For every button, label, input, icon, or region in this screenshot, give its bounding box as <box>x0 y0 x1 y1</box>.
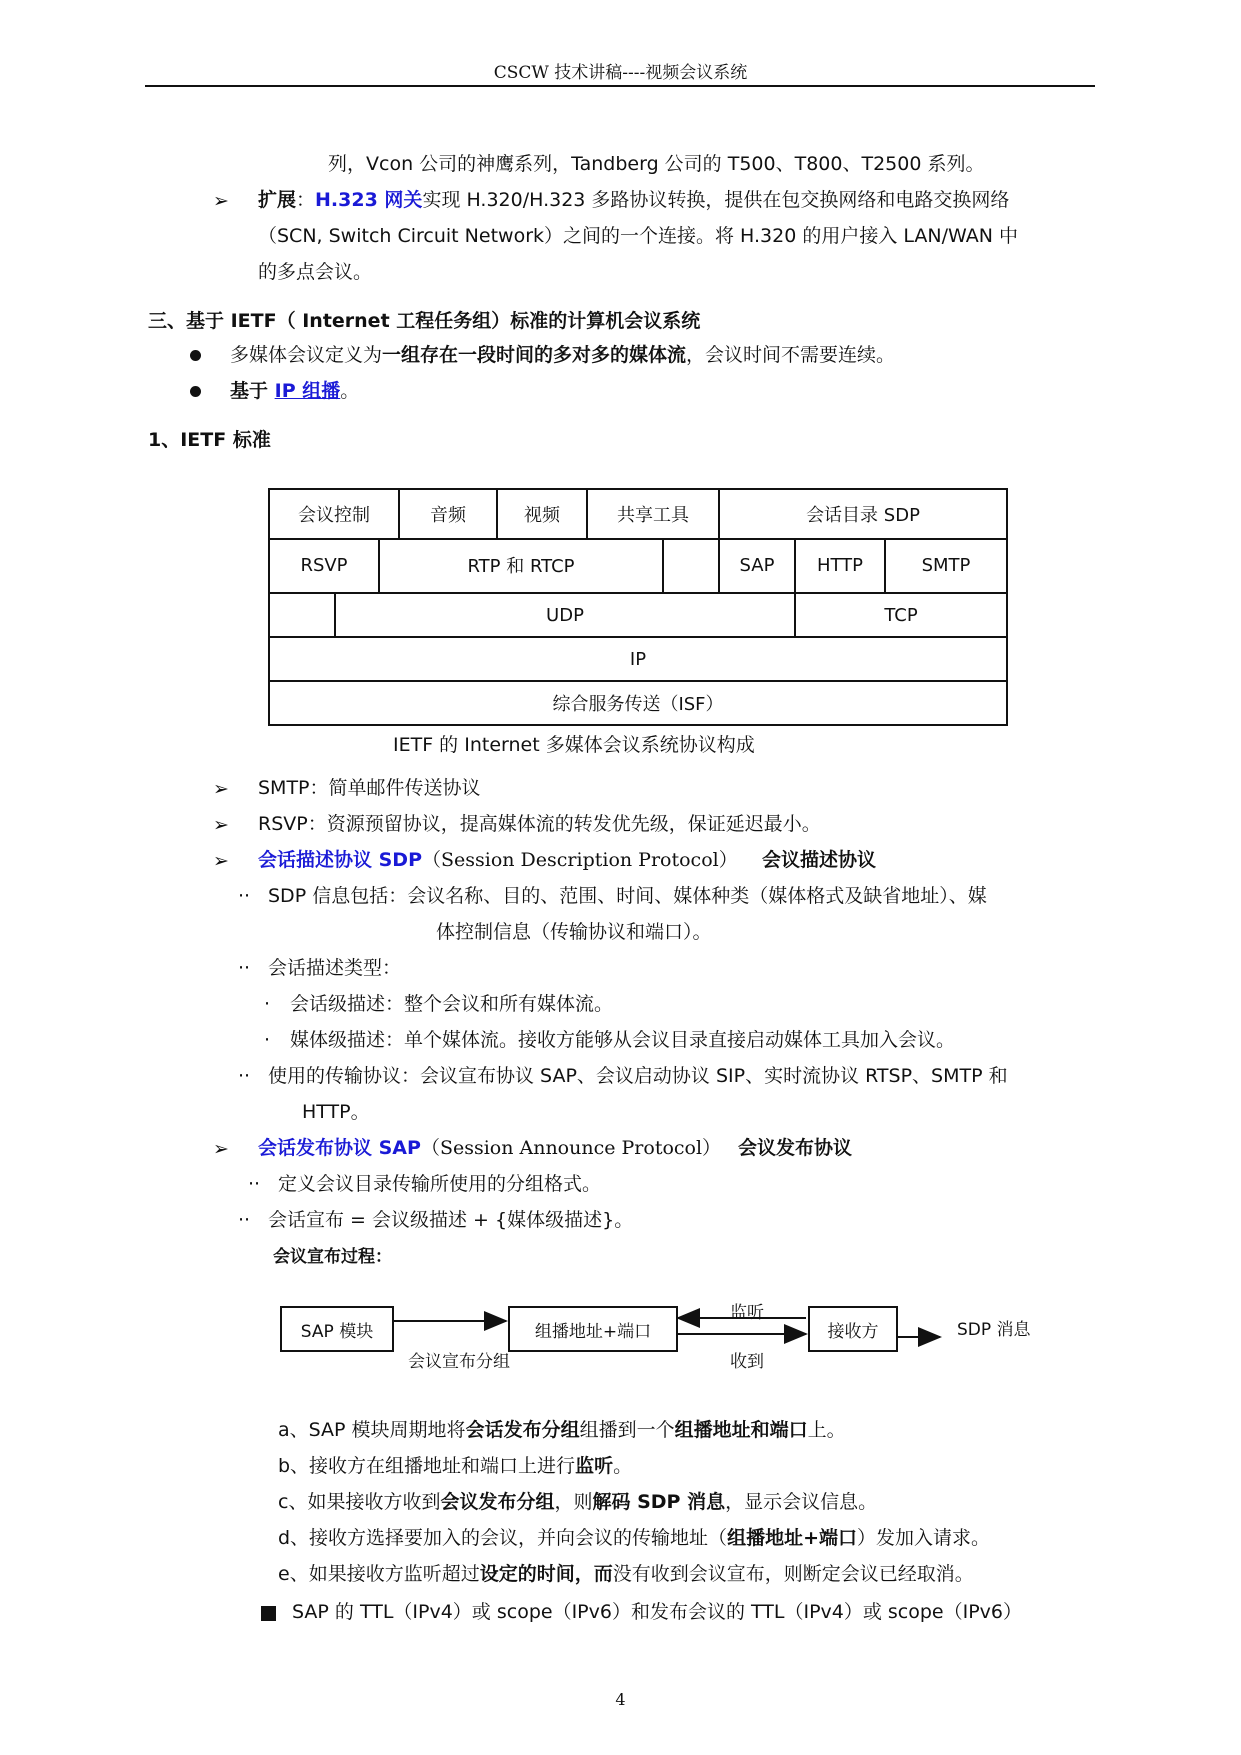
cell-udp: UDP <box>334 592 796 638</box>
text-line: RSVP：资源预留协议，提高媒体流的转发优先级，保证延迟最小。 <box>258 813 821 835</box>
arrow-bullet-icon: ➢ <box>213 814 229 836</box>
sdp-msg-label: SDP 消息 <box>957 1320 1031 1340</box>
sap-title: 会话发布协议 SAP <box>258 1137 421 1159</box>
h323-gateway-link[interactable]: H.323 网关 <box>315 189 423 211</box>
text-line: SDP 信息包括：会议名称、目的、范围、时间、媒体种类（媒体格式及缺省地址）、媒 <box>268 885 987 907</box>
step-a-b1: 会话发布分组 <box>465 1419 580 1441</box>
step-b-b: 监听 <box>575 1455 614 1477</box>
text-line: 的多点会议。 <box>258 261 373 283</box>
cell-smtp: SMTP <box>884 538 1008 594</box>
step-d-pre: d、接收方选择要加入的会议，并向会议的传输地址（ <box>278 1527 728 1549</box>
cell-session-dir-sdp: 会话目录 SDP <box>718 488 1008 540</box>
step-a <box>278 1418 846 1442</box>
ttl-line: SAP 的 TTL（IPv4）或 scope（IPv6）和发布会议的 TTL（IPv4）或 scope（IPv6） <box>292 1601 1023 1623</box>
text-line: 媒体级描述：单个媒体流。接收方能够从会议目录直接启动媒体工具加入会议。 <box>290 1029 956 1051</box>
sdp-cn: 会议描述协议 <box>762 849 877 871</box>
subsection-heading: 1、IETF 标准 <box>148 429 271 451</box>
b1-pre: 多媒体会议定义为 <box>230 344 383 366</box>
page-number: 4 <box>615 1690 626 1709</box>
step-c <box>278 1490 877 1514</box>
step-a-mid: 组播到一个 <box>579 1419 675 1441</box>
b2-post: 。 <box>340 380 360 402</box>
step-e-pre: e、如果接收方监听超过 <box>278 1563 480 1585</box>
step-b <box>278 1454 632 1478</box>
table-caption: IETF 的 Internet 多媒体会议系统协议构成 <box>393 734 755 756</box>
step-b-pre: b、接收方在组播地址和端口上进行 <box>278 1455 576 1477</box>
text-line: （SCN, Switch Circuit Network）之间的一个连接。将 H.320 的用户接入 LAN/WAN 中 <box>258 225 1019 247</box>
cell-rtp-rtcp: RTP 和 RTCP <box>378 538 664 594</box>
dot-bullet: · <box>264 993 271 1015</box>
sap-d2: 会话宣布 = 会议级描述 + {媒体级描述} <box>268 1209 615 1231</box>
sap-module-box: SAP 模块 <box>280 1306 394 1352</box>
arrow-bullet-icon: ➢ <box>213 778 229 800</box>
sap-d2-tail: 。 <box>614 1209 634 1231</box>
section-heading: 三、基于 IETF（ Internet 工程任务组）标准的计算机会议系统 <box>148 310 701 332</box>
text-line: 会话级描述：整个会议和所有媒体流。 <box>290 993 614 1015</box>
text-line: 定义会议目录传输所使用的分组格式。 <box>278 1173 602 1195</box>
dots-bullet: ·· <box>248 1173 261 1195</box>
step-a-post: 上。 <box>807 1419 846 1441</box>
receiver-box: 接收方 <box>808 1306 898 1352</box>
sap-en: （Session Announce Protocol） <box>420 1137 722 1159</box>
step-b-post: 。 <box>613 1455 633 1477</box>
step-c-pre: c、如果接收方收到 <box>278 1491 441 1513</box>
receive-label: 收到 <box>730 1352 764 1372</box>
step-a-pre: a、SAP 模块周期地将 <box>278 1419 466 1441</box>
step-e-post: 没有收到会议宣布，则断定会议已经取消。 <box>612 1563 974 1585</box>
arrow-bullet-icon: ➢ <box>213 1138 229 1160</box>
text-line: 列，Vcon 公司的神鹰系列，Tandberg 公司的 T500、T800、T2500 系列。 <box>328 153 985 175</box>
cell-audio: 音频 <box>398 488 498 540</box>
b2-pre: 基于 <box>230 380 275 402</box>
process-label: 会议宣布过程： <box>273 1247 392 1267</box>
step-d-post: ）发加入请求。 <box>856 1527 990 1549</box>
page-header: CSCW 技术讲稿----视频会议系统 <box>493 63 748 83</box>
step-a-b2: 组播地址和端口 <box>674 1419 808 1441</box>
cell-ip: IP <box>268 636 1008 682</box>
step-c-post: ，显示会议信息。 <box>725 1491 878 1513</box>
cell-tcp: TCP <box>794 592 1008 638</box>
b1-bold: 一组存在一段时间的多对多的媒体流 <box>382 344 687 366</box>
text-line: HTTP。 <box>302 1101 370 1123</box>
text-line: 使用的传输协议：会议宣布协议 SAP、会议启动协议 SIP、实时流协议 RTSP、SMTP 和 <box>268 1065 1008 1087</box>
dot-bullet: · <box>264 1029 271 1051</box>
ext-colon: ： <box>296 189 316 211</box>
step-e <box>278 1562 974 1586</box>
step-c-b2: 解码 SDP 消息 <box>592 1491 726 1513</box>
listen-label: 监听 <box>730 1303 764 1323</box>
ext-label: 扩展 <box>258 189 297 211</box>
b1-post: ，会议时间不需要连续。 <box>686 344 896 366</box>
sdp-title: 会话描述协议 SDP <box>258 849 422 871</box>
cell-shared-tools: 共享工具 <box>586 488 720 540</box>
addr-port-box: 组播地址+端口 <box>508 1306 678 1352</box>
dots-bullet: ·· <box>238 1209 251 1231</box>
dots-bullet: ·· <box>238 1065 251 1087</box>
step-c-b1: 会议发布分组 <box>440 1491 555 1513</box>
sap-cn: 会议发布协议 <box>738 1137 853 1159</box>
cell-isf: 综合服务传送（ISF） <box>268 680 1008 726</box>
ip-multicast-link[interactable]: IP 组播 <box>274 380 341 402</box>
step-e-b: 设定的时间，而 <box>479 1563 613 1585</box>
dots-bullet: ·· <box>238 885 251 907</box>
arrow-bullet-icon: ➢ <box>213 190 229 212</box>
square-bullet-icon <box>261 1606 276 1621</box>
sdp-en: （Session Description Protocol） <box>422 849 738 871</box>
cell-conf-control: 会议控制 <box>268 488 400 540</box>
step-d-b: 组播地址+端口 <box>727 1527 857 1549</box>
announce-pkt-label: 会议宣布分组 <box>408 1352 510 1372</box>
text-line: 会话描述类型： <box>268 957 402 979</box>
arrow-bullet-icon: ➢ <box>213 850 229 872</box>
ext-text: 实现 H.320/H.323 多路协议转换，提供在包交换网络和电路交换网络 <box>422 189 1010 211</box>
step-d <box>278 1526 990 1550</box>
text-line: 体控制信息（传输协议和端口）。 <box>436 921 712 943</box>
cell-video: 视频 <box>496 488 588 540</box>
text-line: SMTP：简单邮件传送协议 <box>258 777 481 799</box>
dots-bullet: ·· <box>238 957 251 979</box>
cell-sap: SAP <box>718 538 796 594</box>
step-c-mid: ，则 <box>554 1491 593 1513</box>
cell-rsvp: RSVP <box>268 538 380 594</box>
cell-http: HTTP <box>794 538 886 594</box>
